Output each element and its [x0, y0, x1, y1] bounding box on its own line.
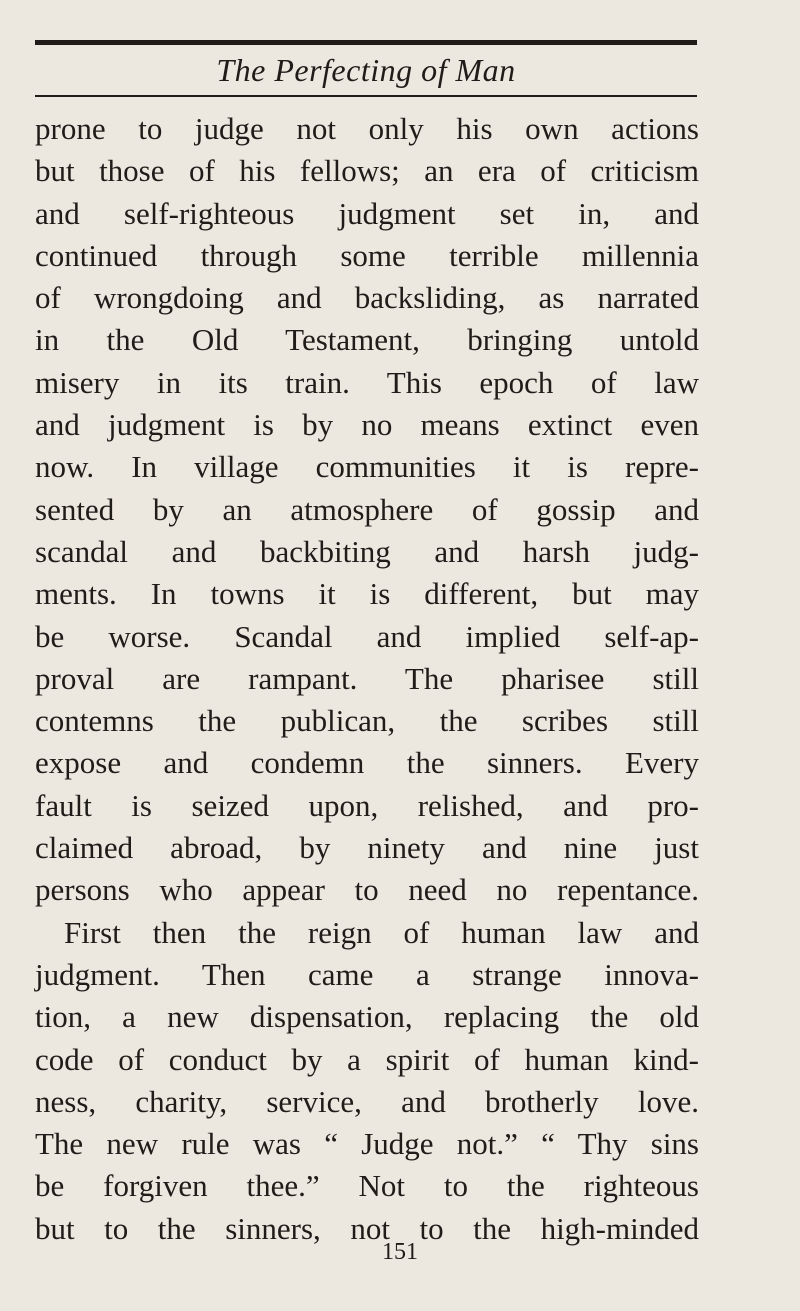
text-line: of wrongdoing and backsliding, as narrated	[35, 280, 699, 316]
paragraph-start-line: First then the reign of human law and	[64, 914, 699, 950]
text-line: but to the sinners, not to the high-minded	[35, 1210, 699, 1246]
text-line: expose and condemn the sinners. Every	[35, 745, 699, 781]
text-line: contemns the publican, the scribes still	[35, 703, 699, 739]
text-line: and self-righteous judgment set in, and	[35, 195, 699, 231]
header-rule-top	[35, 40, 697, 45]
text-line: judgment. Then came a strange innova-	[35, 956, 699, 992]
text-line: code of conduct by a spirit of human kind-	[35, 1041, 699, 1077]
text-line: ments. In towns it is different, but may	[35, 576, 699, 612]
text-line: in the Old Testament, bringing untold	[35, 322, 699, 358]
text-line: scandal and backbiting and harsh judg-	[35, 533, 699, 569]
text-line: and judgment is by no means extinct even	[35, 407, 699, 443]
text-line: ness, charity, service, and brotherly love.	[35, 1083, 699, 1119]
text-line: be worse. Scandal and implied self-ap-	[35, 618, 699, 654]
text-line: fault is seized upon, relished, and pro-	[35, 787, 699, 823]
text-line: persons who appear to need no repentance.	[35, 872, 699, 908]
text-line: sented by an atmosphere of gossip and	[35, 491, 699, 527]
text-line: now. In village communities it is repre-	[35, 449, 699, 485]
text-line: The new rule was “ Judge not.” “ Thy sins	[35, 1126, 699, 1162]
text-line: be forgiven thee.” Not to the righteous	[35, 1168, 699, 1204]
page-number: 151	[382, 1239, 418, 1265]
text-line: tion, a new dispensation, replacing the old	[35, 999, 699, 1035]
text-line: but those of his fellows; an era of criticism	[35, 153, 699, 189]
text-line: prone to judge not only his own actions	[35, 111, 699, 146]
text-line: misery in its train. This epoch of law	[35, 364, 699, 400]
header-rule-bottom	[35, 95, 697, 97]
body-text	[35, 108, 699, 1250]
text-line: proval are rampant. The pharisee still	[35, 660, 699, 696]
text-line: continued through some terrible millennia	[35, 237, 699, 273]
running-title: The Perfecting of Man	[216, 52, 516, 88]
text-line: claimed abroad, by ninety and nine just	[35, 830, 699, 866]
